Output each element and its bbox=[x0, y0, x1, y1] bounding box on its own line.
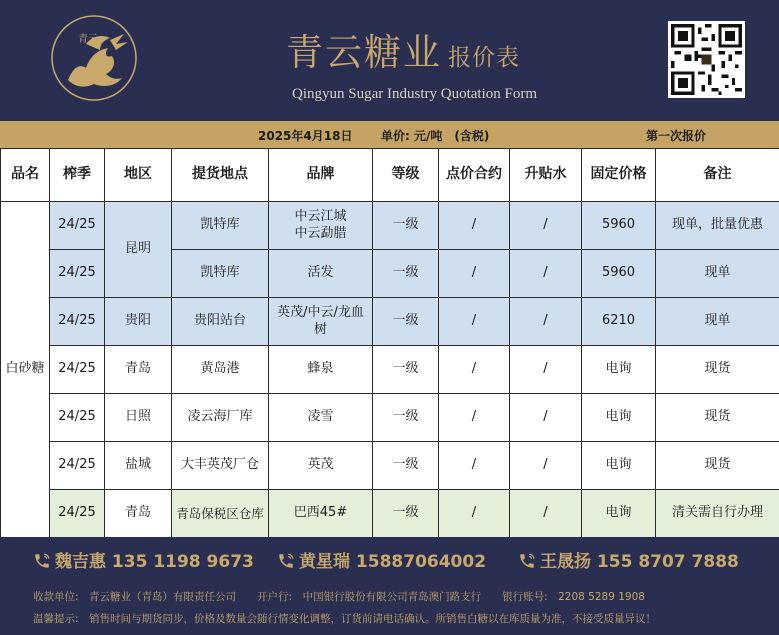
basis-cell: / bbox=[510, 442, 582, 490]
col-header-product: 品名 bbox=[1, 149, 50, 202]
note-cell: 清关需自行办理 bbox=[656, 490, 779, 538]
grade-cell: 一级 bbox=[373, 346, 439, 394]
brand-cell: 英茂/中云/龙血树 bbox=[269, 298, 373, 346]
location-cell: 凯特库 bbox=[172, 250, 269, 298]
col-header-season: 榨季 bbox=[50, 149, 105, 202]
basis-cell: / bbox=[510, 250, 582, 298]
basis-cell: / bbox=[510, 346, 582, 394]
brand-cell: 凌雪 bbox=[269, 394, 373, 442]
contact-1 bbox=[33, 547, 254, 572]
price-cell: 电询 bbox=[582, 394, 656, 442]
phone-icon bbox=[277, 552, 295, 570]
region-cell: 青岛 bbox=[105, 490, 172, 538]
contact-phone: 15887064002 bbox=[355, 552, 487, 572]
location-cell: 贵阳站台 bbox=[172, 298, 269, 346]
contact-3 bbox=[518, 547, 739, 572]
season-cell: 24/25 bbox=[50, 490, 105, 538]
season-cell: 24/25 bbox=[50, 394, 105, 442]
grade-cell: 一级 bbox=[373, 202, 439, 250]
company-title: 青云糖业 bbox=[286, 31, 442, 74]
table-header-row bbox=[1, 149, 779, 202]
basis-cell: / bbox=[510, 298, 582, 346]
table-row bbox=[1, 298, 779, 346]
brand-cell: 活发 bbox=[269, 250, 373, 298]
col-header-contract: 点价合约 bbox=[439, 149, 510, 202]
brand-cell: 巴西45# bbox=[269, 490, 373, 538]
region-cell: 日照 bbox=[105, 394, 172, 442]
bank-info: 收款单位: 青云糖业（青岛）有限责任公司 开户行: 中国银行股份有限公司青岛澳门路支行 银行账号: 2208 5289 1908 bbox=[33, 591, 645, 603]
region-cell: 盐城 bbox=[105, 442, 172, 490]
form-subtitle: 报价表 bbox=[448, 45, 520, 71]
basis-cell: / bbox=[510, 490, 582, 538]
contract-cell: / bbox=[439, 490, 510, 538]
price-cell: 6210 bbox=[582, 298, 656, 346]
basis-cell: / bbox=[510, 202, 582, 250]
region-cell: 青岛 bbox=[105, 346, 172, 394]
season-cell: 24/25 bbox=[50, 298, 105, 346]
english-title: Qingyun Sugar Industry Quotation Form bbox=[292, 86, 537, 102]
table-row bbox=[1, 394, 779, 442]
brand-cell: 中云江城 中云勐腊 bbox=[269, 202, 373, 250]
price-cell: 电询 bbox=[582, 442, 656, 490]
location-cell: 大丰英茂厂仓 bbox=[172, 442, 269, 490]
table-row bbox=[1, 490, 779, 538]
region-cell: 贵阳 bbox=[105, 298, 172, 346]
product-name-cell: 白砂糖 bbox=[1, 202, 50, 538]
table-row bbox=[1, 346, 779, 394]
note-cell: 现货 bbox=[656, 442, 779, 490]
quotation-table bbox=[0, 148, 779, 538]
contract-cell: / bbox=[439, 394, 510, 442]
quote-round: 第一次报价 bbox=[646, 129, 707, 143]
season-cell: 24/25 bbox=[50, 250, 105, 298]
contract-cell: / bbox=[439, 250, 510, 298]
phone-icon bbox=[33, 552, 51, 570]
contact-phone: 155 8707 7888 bbox=[596, 552, 739, 572]
quote-date: 2025年4月18日 bbox=[258, 129, 353, 143]
contact-name: 魏吉惠 bbox=[55, 552, 106, 572]
contract-cell: / bbox=[439, 346, 510, 394]
brand-cell: 蜂泉 bbox=[269, 346, 373, 394]
grade-cell: 一级 bbox=[373, 298, 439, 346]
location-cell: 凯特库 bbox=[172, 202, 269, 250]
region-cell: 昆明 bbox=[105, 202, 172, 298]
price-unit: 单价: 元/吨 (含税) bbox=[381, 129, 490, 143]
grade-cell: 一级 bbox=[373, 250, 439, 298]
price-cell: 电询 bbox=[582, 346, 656, 394]
table-row bbox=[1, 442, 779, 490]
warm-tip: 温馨提示: 销售时间与期货同步，价格及数量会随行情变化调整，订货前请电话确认。所销售白糖以在库质量为准，不接受质量异议！ bbox=[33, 613, 657, 625]
season-cell: 24/25 bbox=[50, 442, 105, 490]
contract-cell: / bbox=[439, 298, 510, 346]
note-cell: 现单 bbox=[656, 250, 779, 298]
note-cell: 现单 bbox=[656, 298, 779, 346]
location-cell: 青岛保税区仓库 bbox=[172, 490, 269, 538]
svg-text:青云: 青云 bbox=[78, 34, 98, 45]
quote-info-band bbox=[0, 121, 779, 148]
note-cell: 现货 bbox=[656, 394, 779, 442]
note-cell: 现货 bbox=[656, 346, 779, 394]
price-cell: 电询 bbox=[582, 490, 656, 538]
contract-cell: / bbox=[439, 442, 510, 490]
grade-cell: 一级 bbox=[373, 442, 439, 490]
col-header-price: 固定价格 bbox=[582, 149, 656, 202]
title-row bbox=[286, 22, 520, 76]
table-row bbox=[1, 202, 779, 250]
brand-cell: 英茂 bbox=[269, 442, 373, 490]
col-header-basis: 升贴水 bbox=[510, 149, 582, 202]
qilin-logo-icon bbox=[50, 14, 138, 102]
season-cell: 24/25 bbox=[50, 202, 105, 250]
phone-icon bbox=[518, 552, 536, 570]
contact-phone: 135 1198 9673 bbox=[111, 552, 254, 572]
col-header-brand: 品牌 bbox=[269, 149, 373, 202]
contract-cell: / bbox=[439, 202, 510, 250]
grade-cell: 一级 bbox=[373, 490, 439, 538]
basis-cell: / bbox=[510, 394, 582, 442]
contact-name: 黄星瑞 bbox=[299, 552, 350, 572]
price-cell: 5960 bbox=[582, 202, 656, 250]
contact-2 bbox=[277, 547, 486, 572]
col-header-region: 地区 bbox=[105, 149, 172, 202]
note-cell: 现单，批量优惠 bbox=[656, 202, 779, 250]
col-header-location: 提货地点 bbox=[172, 149, 269, 202]
col-header-note: 备注 bbox=[656, 149, 779, 202]
qr-code-icon bbox=[668, 21, 745, 98]
grade-cell: 一级 bbox=[373, 394, 439, 442]
footer bbox=[0, 537, 779, 635]
price-cell: 5960 bbox=[582, 250, 656, 298]
season-cell: 24/25 bbox=[50, 346, 105, 394]
col-header-grade: 等级 bbox=[373, 149, 439, 202]
location-cell: 黄岛港 bbox=[172, 346, 269, 394]
contact-name: 王晟扬 bbox=[540, 552, 591, 572]
location-cell: 凌云海厂库 bbox=[172, 394, 269, 442]
header bbox=[0, 0, 779, 121]
